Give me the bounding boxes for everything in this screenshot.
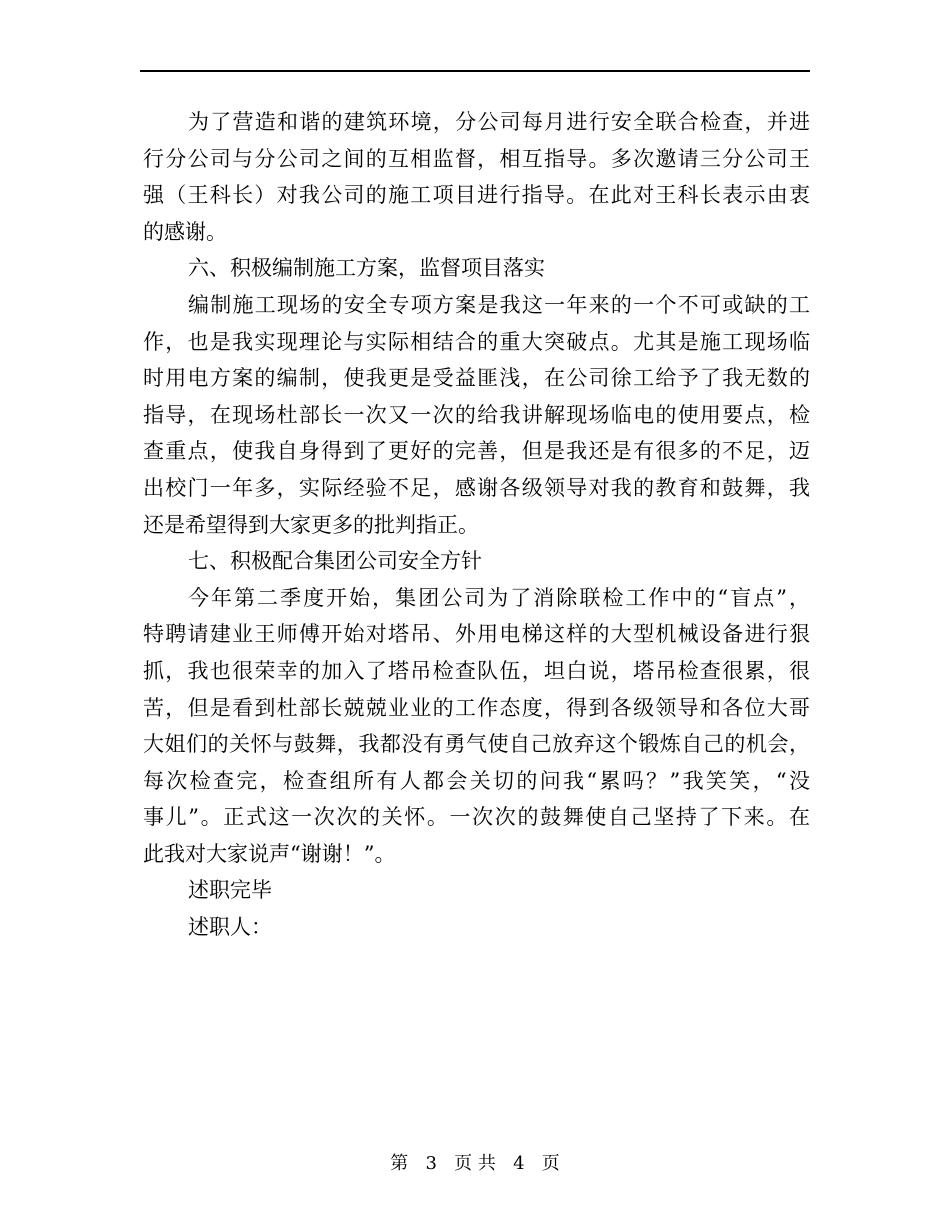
text-line: 抓，我也很荣幸的加入了塔吊检查队伍，坦白说，塔吊检查很累，很 — [143, 658, 810, 683]
heading-section-six — [143, 250, 810, 287]
text-line: 编制施工现场的安全专项方案是我这一年来的一个不可或缺的工 — [188, 292, 810, 317]
text-line: 查重点，使我自身得到了更好的完善，但是我还是有很多的不足，迈 — [143, 439, 810, 464]
total-pages-number: 4 — [513, 1153, 525, 1174]
text-line: 时用电方案的编制，使我更是受益匪浅，在公司徐工给予了我无数的 — [143, 366, 810, 391]
header-rule — [140, 70, 810, 72]
section-heading: 六、积极编制施工方案，监督项目落实 — [188, 256, 545, 281]
text-line: 每次检查完，检查组所有人都会关切的问我“累吗？”我笑笑，“没 — [143, 768, 810, 793]
text-line: 此我对大家说声“谢谢！”。 — [143, 841, 396, 866]
text-line: 还是希望得到大家更多的批判指正。 — [143, 512, 479, 537]
current-page-number: 3 — [425, 1153, 437, 1174]
closing-text: 述职完毕 — [188, 878, 272, 903]
text-line: 今年第二季度开始，集团公司为了消除联检工作中的“盲点”， — [188, 585, 810, 610]
section-heading: 七、积极配合集团公司安全方针 — [188, 549, 482, 574]
heading-section-seven — [143, 543, 810, 580]
closing-statement — [143, 872, 810, 909]
paragraph-safety-inspection — [143, 104, 810, 250]
text-line: 为了营造和谐的建筑环境，分公司每月进行安全联合检查，并进 — [188, 110, 810, 134]
signature-label — [143, 909, 810, 946]
paragraph-tower-crane — [143, 580, 810, 873]
text-line: 的感谢。 — [143, 219, 227, 244]
text-line: 强（王科长）对我公司的施工项目进行指导。在此对王科长表示由衷 — [143, 183, 810, 208]
text-line: 特聘请建业王师傅开始对塔吊、外用电梯这样的大型机械设备进行狠 — [143, 622, 810, 647]
text-line: 大姐们的关怀与鼓舞，我都没有勇气使自己放弃这个锻炼自己的机会， — [143, 732, 810, 757]
document-body — [143, 104, 810, 946]
page-label-middle: 页 共 — [454, 1153, 496, 1174]
text-line: 指导，在现场杜部长一次又一次的给我讲解现场临电的使用要点，检 — [143, 402, 810, 427]
text-line: 行分公司与分公司之间的互相监督，相互指导。多次邀请三分公司王 — [143, 146, 810, 171]
text-line: 苦，但是看到杜部长兢兢业业的工作态度，得到各级领导和各位大哥 — [143, 695, 810, 720]
paragraph-construction-plan — [143, 287, 810, 543]
page-footer — [0, 1152, 950, 1176]
text-line: 作，也是我实现理论与实际相结合的重大突破点。尤其是施工现场临 — [143, 329, 810, 354]
page-label-suffix: 页 — [541, 1153, 560, 1174]
page-label-prefix: 第 — [390, 1153, 409, 1174]
text-line: 出校门一年多，实际经验不足，感谢各级领导对我的教育和鼓舞，我 — [143, 475, 810, 500]
signature-text: 述职人： — [188, 915, 272, 940]
text-line: 事儿”。正式这一次次的关怀。一次次的鼓舞使自己坚持了下来。在 — [143, 805, 810, 830]
